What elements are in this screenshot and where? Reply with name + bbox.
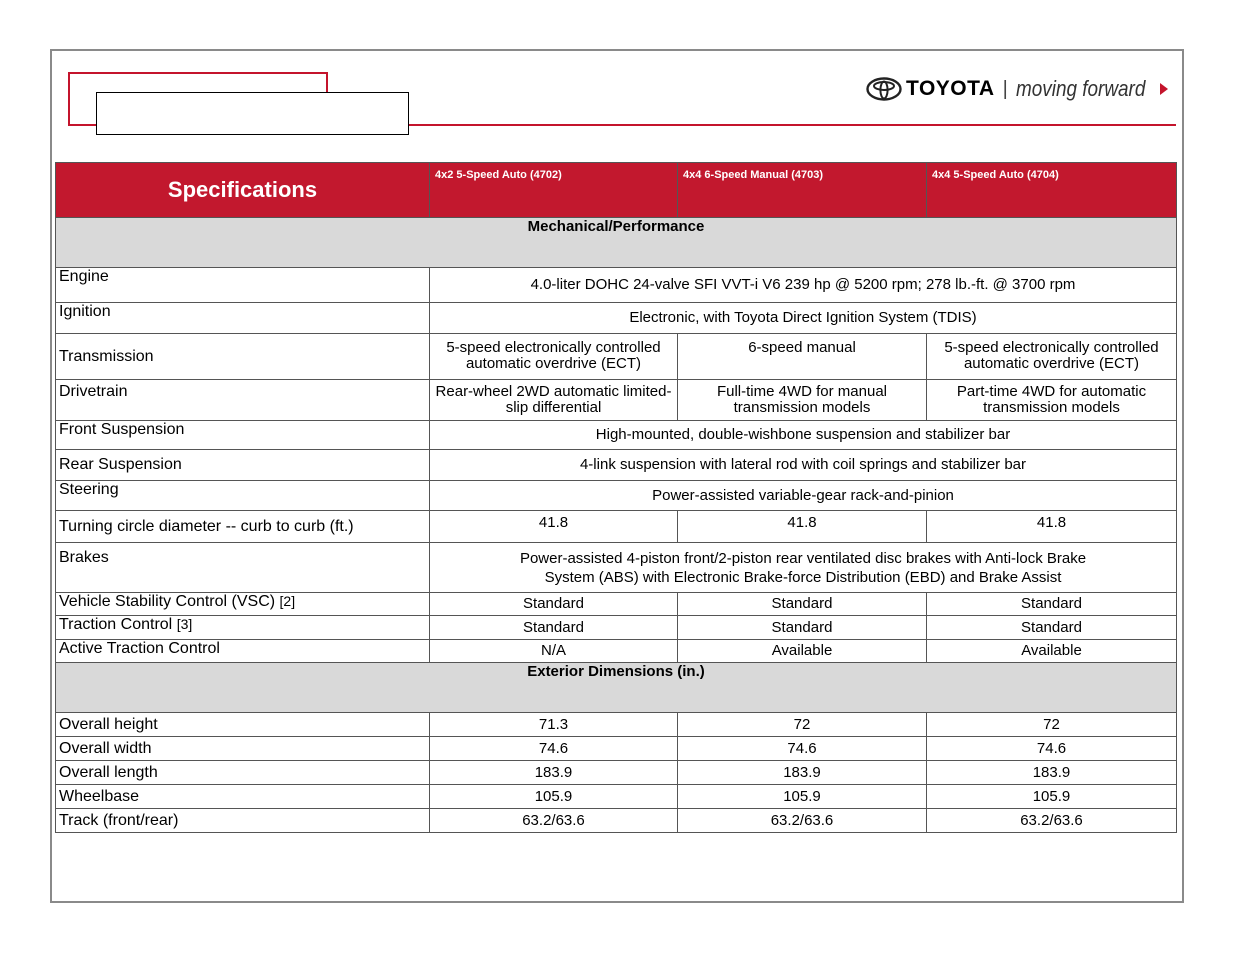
row-value: Standard: [430, 616, 678, 640]
row-value: 6-speed manual: [678, 334, 927, 380]
row-label: Wheelbase: [56, 785, 430, 809]
row-value: 183.9: [430, 761, 678, 785]
table-row: [56, 334, 1177, 380]
specifications-table: [55, 162, 1177, 833]
table-row: [56, 640, 1177, 663]
footnote-ref: [2]: [279, 593, 296, 609]
table-row: [56, 511, 1177, 543]
table-row: [56, 593, 1177, 616]
brand-separator: |: [1002, 77, 1008, 100]
row-label: Overall height: [56, 713, 430, 737]
section-header-row: [56, 663, 1177, 713]
table-row: [56, 268, 1177, 303]
row-value: 5-speed electronically controlled automatic overdrive (ECT): [430, 334, 678, 380]
row-value: 74.6: [678, 737, 927, 761]
row-value: 41.8: [430, 511, 678, 543]
row-label: Turning circle diameter -- curb to curb (ft.): [56, 511, 430, 543]
table-row: [56, 809, 1177, 833]
table-row: [56, 713, 1177, 737]
table-row: [56, 450, 1177, 481]
row-label: Active Traction Control: [56, 640, 430, 663]
brand-name: TOYOTA: [906, 77, 995, 100]
column-header: 4x2 5-Speed Auto (4702): [430, 163, 678, 218]
row-value: Power-assisted variable-gear rack-and-pinion: [430, 481, 1177, 511]
header-title-box: [96, 92, 409, 135]
row-label: Transmission: [56, 334, 430, 380]
row-label: Overall length: [56, 761, 430, 785]
row-value: 63.2/63.6: [430, 809, 678, 833]
row-label: Ignition: [56, 303, 430, 334]
table-title: Specifications: [56, 163, 430, 218]
table-header-row: [56, 163, 1177, 218]
row-value: Electronic, with Toyota Direct Ignition System (TDIS): [430, 303, 1177, 334]
row-value: N/A: [430, 640, 678, 663]
row-value: Standard: [678, 616, 927, 640]
row-label: Rear Suspension: [56, 450, 430, 481]
row-label: Overall width: [56, 737, 430, 761]
row-value: [430, 543, 1177, 593]
table-row: [56, 543, 1177, 593]
table-row: [56, 737, 1177, 761]
brakes-text: Power-assisted 4-piston front/2-piston rear ventilated disc brakes with Anti-lock Brake System (ABS) with Electronic Brake-force Distribution (EBD) and Brake Assist: [519, 549, 1087, 586]
table-row: [56, 616, 1177, 640]
row-value: 4-link suspension with lateral rod with coil springs and stabilizer bar: [430, 450, 1177, 481]
section-title: Exterior Dimensions (in.): [56, 663, 1177, 713]
row-value: 41.8: [927, 511, 1177, 543]
row-value: Standard: [678, 593, 927, 616]
row-value: 105.9: [927, 785, 1177, 809]
row-value: 41.8: [678, 511, 927, 543]
row-value: Available: [678, 640, 927, 663]
column-header: 4x4 6-Speed Manual (4703): [678, 163, 927, 218]
table-row: [56, 380, 1177, 421]
row-value: 183.9: [678, 761, 927, 785]
table-row: [56, 421, 1177, 450]
row-value: 71.3: [430, 713, 678, 737]
row-value: 105.9: [430, 785, 678, 809]
row-value: Available: [927, 640, 1177, 663]
row-value: High-mounted, double-wishbone suspension and stabilizer bar: [430, 421, 1177, 450]
row-value: 72: [927, 713, 1177, 737]
footnote-ref: [3]: [176, 616, 193, 632]
table-row: [56, 481, 1177, 511]
row-label: Brakes: [56, 543, 430, 593]
table-row: [56, 761, 1177, 785]
table-row: [56, 303, 1177, 334]
row-label: Steering: [56, 481, 430, 511]
row-value: Standard: [927, 616, 1177, 640]
toyota-logo: [866, 74, 1168, 104]
row-value: 63.2/63.6: [678, 809, 927, 833]
row-value: 4.0-liter DOHC 24-valve SFI VVT-i V6 239 hp @ 5200 rpm; 278 lb.-ft. @ 3700 rpm: [430, 268, 1177, 303]
section-title: Mechanical/Performance: [56, 218, 1177, 268]
row-value: 72: [678, 713, 927, 737]
row-label: Front Suspension: [56, 421, 430, 450]
row-value: Part-time 4WD for automatic transmission models: [927, 380, 1177, 421]
brand-tagline: moving forward: [1015, 76, 1146, 101]
row-label: Engine: [56, 268, 430, 303]
row-label-text: Traction Control: [59, 616, 173, 633]
row-value: Standard: [927, 593, 1177, 616]
table-row: [56, 785, 1177, 809]
toyota-emblem-icon: [866, 77, 902, 101]
row-label: Drivetrain: [56, 380, 430, 421]
row-value: 74.6: [927, 737, 1177, 761]
row-label-text: Vehicle Stability Control (VSC): [59, 593, 276, 610]
row-value: 74.6: [430, 737, 678, 761]
row-label: [56, 593, 430, 616]
row-label: Track (front/rear): [56, 809, 430, 833]
row-value: 105.9: [678, 785, 927, 809]
row-value: 183.9: [927, 761, 1177, 785]
row-label: [56, 616, 430, 640]
row-value: Standard: [430, 593, 678, 616]
column-header: 4x4 5-Speed Auto (4704): [927, 163, 1177, 218]
row-value: 5-speed electronically controlled automatic overdrive (ECT): [927, 334, 1177, 380]
row-value: Rear-wheel 2WD automatic limited-slip differential: [430, 380, 678, 421]
tagline-arrow-icon: [1160, 83, 1168, 95]
row-value: Full-time 4WD for manual transmission models: [678, 380, 927, 421]
row-value: 63.2/63.6: [927, 809, 1177, 833]
section-header-row: [56, 218, 1177, 268]
